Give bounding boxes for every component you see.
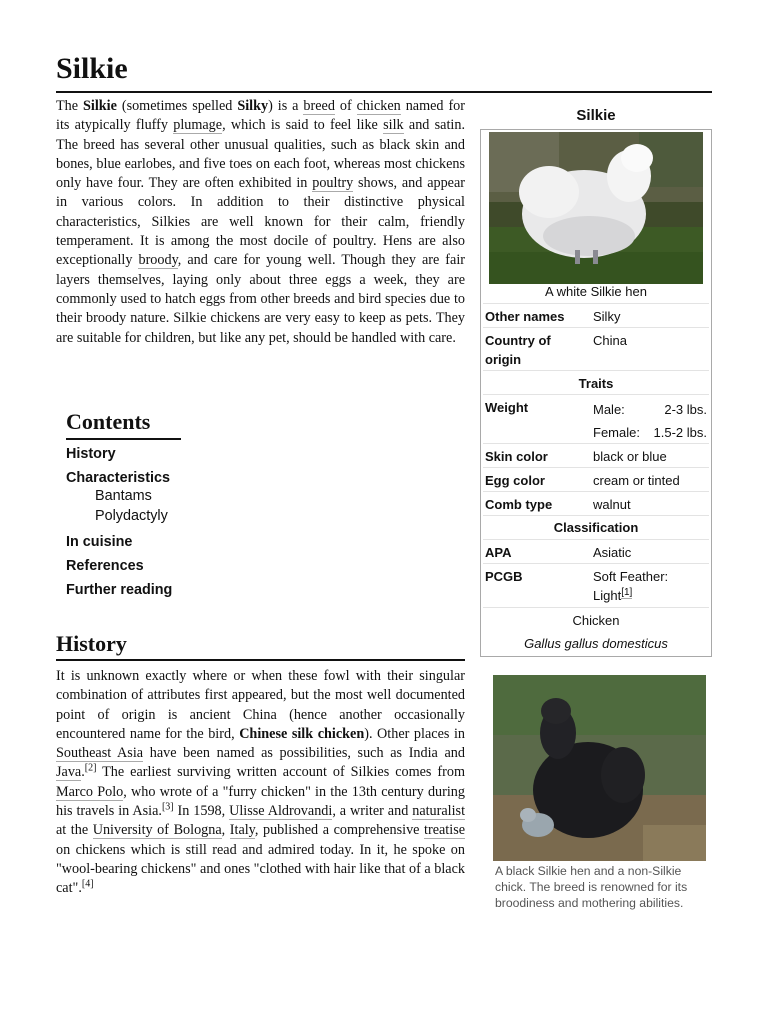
species-common-name: Chicken: [572, 613, 620, 628]
text-run: (sometimes spelled: [116, 98, 238, 114]
text-run: ). Other places in: [364, 725, 465, 742]
black-silkie-hen-image[interactable]: [493, 675, 706, 861]
inline-link[interactable]: broody: [138, 252, 178, 269]
bold-term: Silky: [237, 98, 269, 114]
infobox-title: Silkie: [576, 107, 616, 124]
black-silkie-caption: A black Silkie hen and a non-Silkie chick. The breed is renowned for its broodiness and mothering abilities.: [495, 864, 688, 910]
other-names-value: Silky: [593, 309, 621, 324]
country-label-line2: origin: [485, 352, 522, 367]
text-run: on chickens which is still read and admired today. In it, he spoke on "wool-bearing chickens" and ones "clothed with hair like that of a black cat".: [56, 841, 465, 897]
toc-item-characteristics[interactable]: Characteristics: [66, 470, 170, 486]
infobox: [480, 102, 712, 651]
infobox-row-skin-color: [483, 443, 709, 467]
text-run: , who wrote of a "furry chicken" in the 13th century during his travels in Asia.: [56, 783, 465, 820]
text-run: named for its atypically fluffy: [56, 98, 465, 134]
pcgb-value-line2: [593, 586, 632, 605]
bold-term: Silkie: [83, 98, 117, 114]
pcgb-value-light: Light: [593, 588, 622, 603]
title-divider: [56, 91, 712, 93]
infobox-classification-heading-row: [483, 515, 709, 539]
infobox-row-other-names: [483, 303, 709, 327]
weight-label: Weight: [485, 400, 529, 415]
pcgb-value-line1: Soft Feather:: [593, 569, 669, 584]
inline-link[interactable]: Italy: [229, 822, 255, 839]
text-run: , which is said to feel like: [222, 117, 384, 134]
infobox-row-egg-color: [483, 467, 709, 491]
text-run: ) is a: [268, 98, 304, 114]
infobox-row-pcgb: [483, 563, 709, 607]
inline-link[interactable]: University of Bologna: [92, 822, 222, 839]
comb-type-label: Comb type: [485, 497, 553, 512]
female-label: Female:: [593, 425, 640, 440]
inline-link[interactable]: plumage: [173, 117, 223, 134]
pcgb-citation[interactable]: [1]: [621, 586, 633, 598]
inline-link[interactable]: Southeast Asia: [56, 745, 144, 762]
male-label: Male:: [593, 402, 625, 417]
traits-heading: Traits: [578, 376, 614, 391]
text-run: at the: [56, 822, 93, 839]
toc-item-history[interactable]: History: [66, 446, 116, 462]
inline-link[interactable]: breed: [303, 98, 335, 114]
country-value: China: [593, 333, 627, 348]
other-names-label: Other names: [485, 309, 565, 324]
skin-color-label: Skin color: [485, 449, 548, 464]
male-value: 2-3 lbs.: [664, 402, 707, 417]
bold-term: Chinese silk chicken: [239, 725, 365, 742]
classification-heading: Classification: [553, 520, 639, 535]
infobox-row-comb-type: [483, 491, 709, 515]
toc-divider: [66, 438, 181, 440]
text-run: have been named as possibilities, such as India and: [143, 745, 465, 762]
text-run: , a writer and: [332, 803, 413, 820]
inline-link[interactable]: Ulisse Aldrovandi: [229, 803, 333, 820]
infobox-row-weight: [483, 394, 709, 443]
citation-ref[interactable]: [4]: [81, 878, 94, 890]
species-scientific-name: Gallus gallus domesticus: [524, 636, 668, 651]
inline-link[interactable]: poultry: [312, 175, 354, 192]
white-silkie-hen-image[interactable]: [489, 132, 703, 284]
text-run: In 1598,: [173, 803, 230, 820]
page-title: Silkie: [56, 52, 128, 85]
toc-item-polydactyly[interactable]: Polydactyly: [95, 508, 168, 524]
inline-link[interactable]: Marco Polo: [56, 783, 124, 800]
apa-label: APA: [485, 545, 512, 560]
text-run: , published a comprehensive: [254, 822, 425, 839]
inline-link[interactable]: naturalist: [412, 803, 466, 820]
egg-color-value: cream or tinted: [593, 473, 680, 488]
infobox-image-caption: A white Silkie hen: [545, 284, 647, 299]
text-run: and satin. The breed has several other unusual qualities, such as black skin and bones, blue earlobes, and five toes on each foot, whereas most chickens only have four. They are often exhibited in: [56, 117, 466, 192]
inline-link[interactable]: silk: [383, 117, 404, 134]
infobox-row-apa: [483, 539, 709, 563]
text-run: of: [334, 98, 357, 114]
text-run: , and care for young well. Though they are fair layers themselves, laying only about three eggs a week, they are commonly used to hatch eggs from other breeds and bird species due to their broody nature. Silkie chickens are very easy to keep as pets. They are suitable for children, but like any pet, should be handled with care.: [56, 252, 465, 346]
toc-title: Contents: [66, 409, 151, 434]
comb-type-value: walnut: [593, 497, 631, 512]
text-run: shows, and appear in various colors. In addition to their distinctive physical characteristics, Silkies are well known for their calm, friendly temperament. It is among the most docile of poultry. Hens are also exceptionally: [56, 175, 465, 269]
toc-item-in-cuisine[interactable]: In cuisine: [66, 534, 133, 550]
female-value: 1.5-2 lbs.: [653, 425, 707, 440]
egg-color-label: Egg color: [485, 473, 545, 488]
inline-link[interactable]: treatise: [424, 822, 466, 839]
skin-color-value: black or blue: [593, 449, 667, 464]
text-run: The: [56, 98, 83, 114]
infobox-row-country: [483, 327, 709, 370]
country-label-line1: Country of: [485, 333, 551, 348]
text-run: It is unknown exactly where or when these fowl with their singular combination of attributes first appeared, but the most well documented point of origin is ancient China (hence another occasionally encountered name for the bird,: [56, 668, 465, 742]
text-run: .: [81, 764, 85, 781]
toc-item-further-reading[interactable]: Further reading: [66, 582, 173, 598]
apa-value: Asiatic: [593, 545, 632, 560]
text-run: ,: [221, 822, 230, 839]
toc-item-bantams[interactable]: Bantams: [95, 488, 152, 504]
infobox-species-row: [483, 607, 709, 656]
citation-ref[interactable]: [2]: [84, 762, 97, 774]
history-paragraph: [56, 667, 465, 899]
toc-item-references[interactable]: References: [66, 558, 144, 574]
text-run: The earliest surviving written account of Silkies comes from: [96, 764, 465, 781]
history-heading: History: [56, 631, 127, 656]
citation-ref[interactable]: [3]: [161, 801, 174, 813]
inline-link[interactable]: Java: [56, 764, 82, 781]
table-of-contents: [66, 408, 206, 598]
pcgb-label: PCGB: [485, 569, 523, 584]
infobox-traits-heading-row: [483, 370, 709, 394]
history-divider: [56, 659, 465, 661]
inline-link[interactable]: chicken: [356, 98, 401, 114]
lead-paragraph: [56, 97, 465, 348]
